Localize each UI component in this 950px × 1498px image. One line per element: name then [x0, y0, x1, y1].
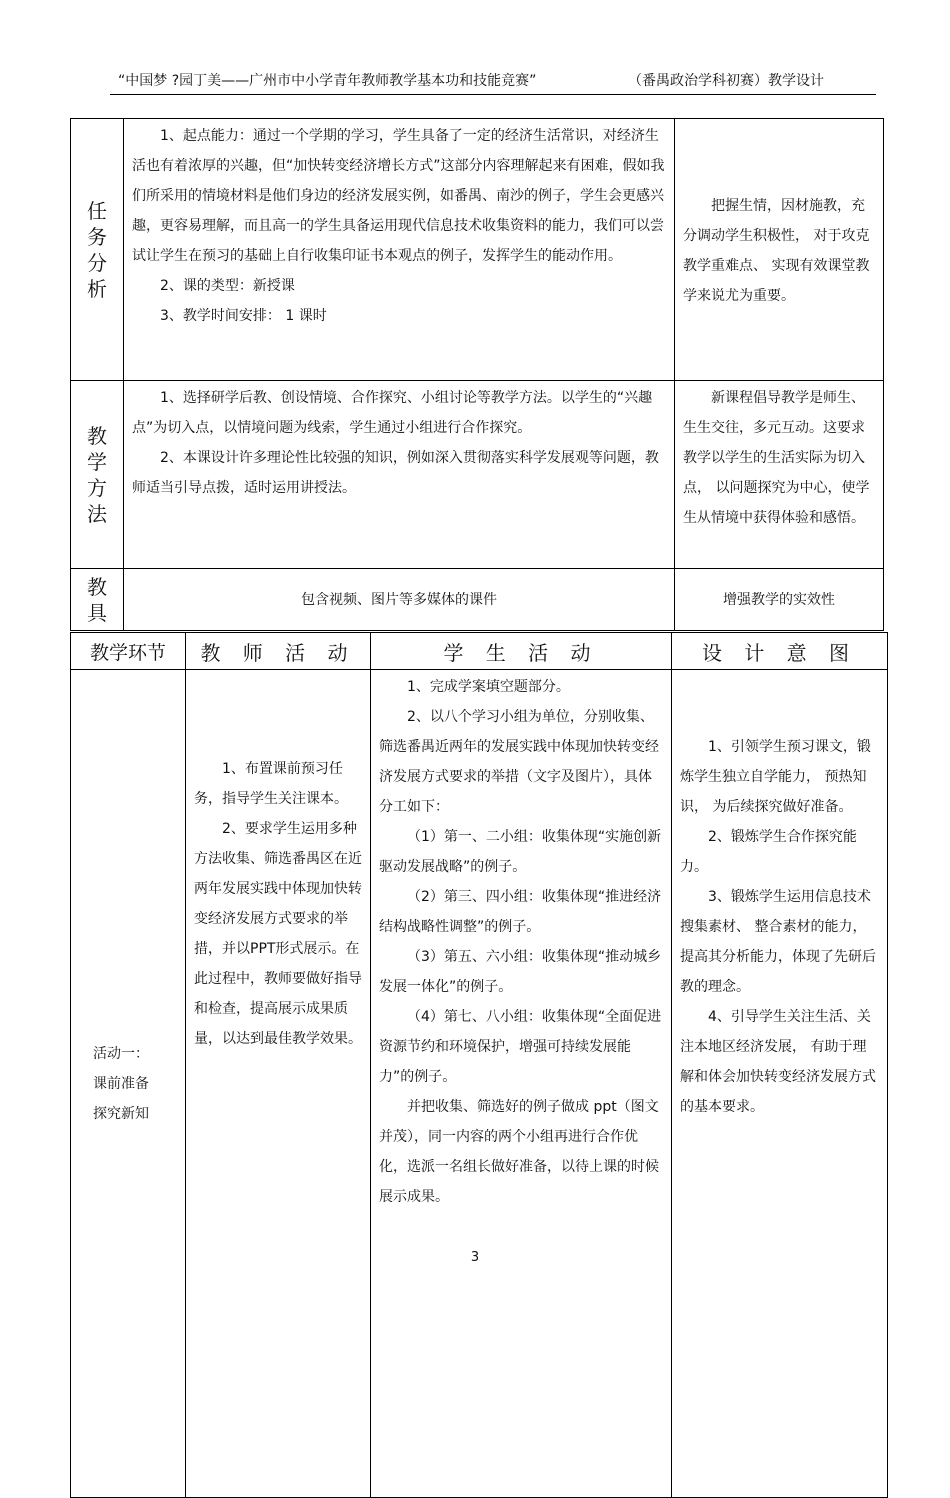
teacher-paragraph: 1、布置课前预习任务，指导学生关注课本。: [194, 761, 348, 807]
student-paragraph: （3）第五、六小组：收集体现“推动城乡发展一体化”的例子。: [379, 949, 662, 995]
activity-header-row: [71, 633, 888, 670]
intent-paragraph: 2、锻炼学生合作探究能力。: [680, 829, 857, 875]
activity-table: [70, 632, 888, 1498]
activity-stage: 活动一： 课前准备 探究新知: [71, 670, 186, 1498]
method-paragraph: 1、选择研学后教、创设情境、合作探究、小组讨论等教学方法。以学生的“兴趣点”为切入点，以情境问题为线索，学生通过小组进行合作探究。: [132, 390, 653, 436]
task-paragraph: 2、课的类型：新授课: [160, 278, 295, 294]
header-student: 学 生 活 动: [371, 633, 672, 670]
design-intent: [672, 670, 888, 1498]
student-activity: [371, 670, 672, 1498]
tools-label: 教 具: [71, 569, 124, 631]
tools-content: 包含视频、图片等多媒体的课件: [124, 569, 675, 631]
intent-paragraph: 4、引导学生关注生活、关注本地区经济发展， 有助于理解和体会加快转变经济发展方式的基本要求。: [680, 1009, 876, 1115]
header-stage: 教学环节: [71, 633, 186, 670]
analysis-table: [70, 118, 884, 631]
teacher-activity: [186, 670, 371, 1498]
intent-paragraph: 1、引领学生预习课文，锻炼学生独立自学能力， 预热知识， 为后续探究做好准备。: [680, 739, 871, 815]
student-paragraph: 并把收集、筛选好的例子做成 ppt（图文并茂），同一内容的两个小组再进行合作优化，选派一名组长做好准备，以待上课的时候展示成果。: [379, 1099, 659, 1205]
method-row: [71, 381, 884, 569]
task-label: 任 务 分 析: [71, 119, 124, 381]
activity-row: [71, 670, 888, 1498]
header-intent: 设 计 意 图: [672, 633, 888, 670]
header-subtitle: （番禺政治学科初赛）教学设计: [628, 73, 824, 89]
task-side-note: 把握生情，因材施教，充分调动学生积极性， 对于攻克教学重难点、 实现有效课堂教学来说尤为重要。: [675, 119, 884, 381]
teacher-paragraph: 2、要求学生运用多种方法收集、筛选番禺区在近两年发展实践中体现加快转变经济发展方式要求的举措，并以PPT形式展示。在此过程中，教师要做好指导和检查，提高展示成果质量，以达到最佳教学效果。: [194, 821, 362, 1047]
student-paragraph: 1、完成学案填空题部分。: [407, 679, 570, 695]
tools-row: [71, 569, 884, 631]
task-paragraph: 3、教学时间安排： 1 课时: [160, 308, 327, 324]
header-teacher: 教 师 活 动: [186, 633, 371, 670]
header-title: “中国梦 ?园丁美——广州市中小学青年教师教学基本功和技能竞赛”: [118, 73, 537, 89]
method-side-note: 新课程倡导教学是师生、生生交往，多元互动。这要求教学以学生的生活实际为切入点， 以问题探究为中心，使学生从情境中获得体验和感悟。: [675, 381, 884, 569]
task-paragraph: 1、起点能力：通过一个学期的学习，学生具备了一定的经济生活常识，对经济生活也有着浓厚的兴趣，但“加快转变经济增长方式”这部分内容理解起来有困难，假如我们所采用的情境材料是他们身边的经济发展实例，如番禺、南沙的例子，学生会更感兴趣，更容易理解，而且高一的学生具备运用现代信息技术收集资料的能力，我们可以尝试让学生在预习的基础上自行收集印证书本观点的例子，发挥学生的能动作用。: [132, 128, 665, 264]
student-paragraph: （2）第三、四小组：收集体现“推进经济结构战略性调整”的例子。: [379, 889, 662, 935]
task-row: [71, 119, 884, 381]
page-header: [110, 64, 876, 95]
student-paragraph: （4）第七、八小组：收集体现“全面促进资源节约和环境保护，增强可持续发展能力”的例子。: [379, 1009, 662, 1085]
tools-side-note: 增强教学的实效性: [675, 569, 884, 631]
student-paragraph: 2、以八个学习小组为单位，分别收集、筛选番禺近两年的发展实践中体现加快转变经济发展方式要求的举措（文字及图片），具体分工如下：: [379, 709, 659, 815]
student-paragraph: （1）第一、二小组：收集体现“实施创新驱动发展战略”的例子。: [379, 829, 662, 875]
method-content: [124, 381, 675, 569]
method-paragraph: 2、本课设计许多理论性比较强的知识，例如深入贯彻落实科学发展观等问题，教师适当引导点拨，适时运用讲授法。: [132, 450, 659, 496]
method-label: 教 学 方 法: [71, 381, 124, 569]
page-number: 3: [470, 1250, 480, 1265]
intent-paragraph: 3、锻炼学生运用信息技术搜集素材、 整合素材的能力，提高其分析能力，体现了先研后教的理念。: [680, 889, 876, 995]
task-content: [124, 119, 675, 381]
